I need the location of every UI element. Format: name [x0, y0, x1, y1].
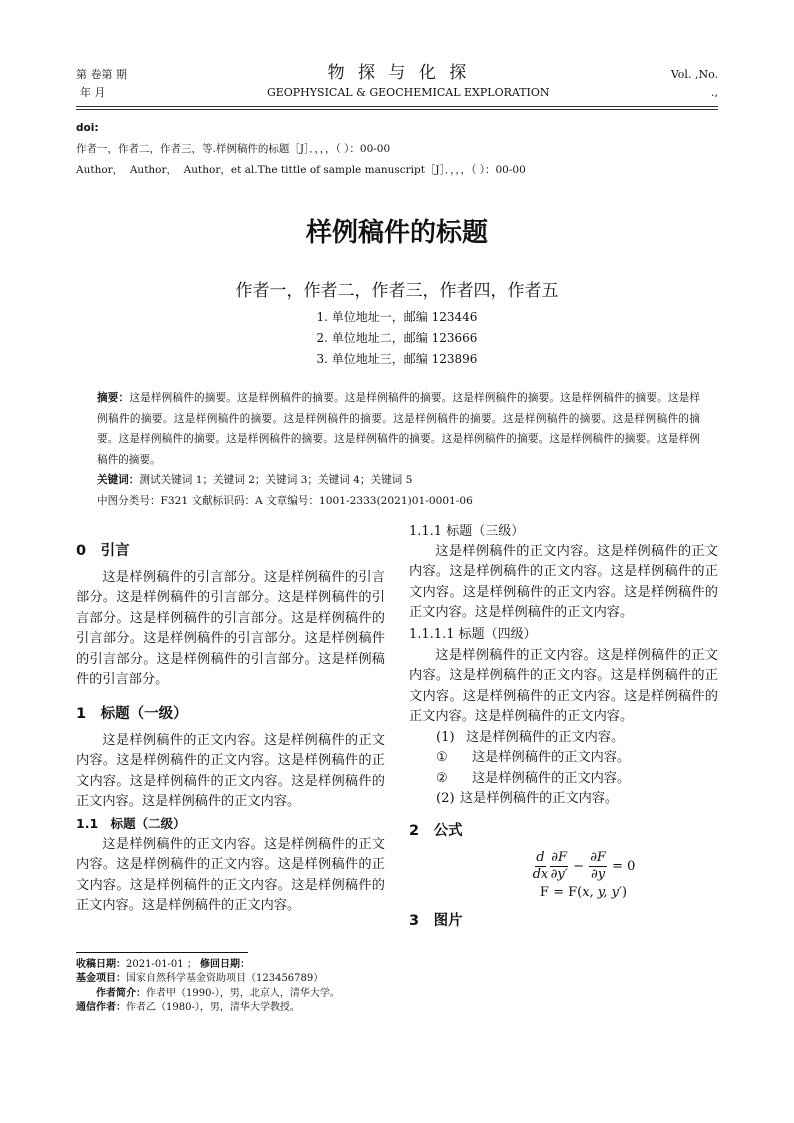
date-info: 年 月: [80, 86, 106, 99]
list-marker: (1): [436, 729, 455, 745]
section-heading: 1 标题（一级）: [76, 705, 188, 722]
left-column: [76, 534, 385, 938]
footnotes: [76, 958, 718, 1016]
footnote-rule: [76, 952, 248, 953]
fund-text: 国家自然科学基金资助项目（123456789）: [126, 973, 324, 985]
corr-text: 作者乙（1980-），男，清华大学教授。: [126, 1002, 300, 1014]
list-marker: (2): [436, 791, 455, 807]
list-item: [436, 748, 718, 769]
level4-heading: 1.1.1.1 标题（四级）: [409, 626, 537, 642]
keywords-text: 测试关键词 1；关键词 2；关键词 3；关键词 4；关键词 5: [139, 474, 413, 487]
header-rule: [76, 106, 718, 107]
running-header-row-1: [76, 62, 718, 84]
equation-functional: F = F(x, y, y′): [539, 884, 628, 900]
subsubsection-heading: 1.1.1 标题（三级）: [409, 523, 525, 539]
received-date: 2021-01-01 ；: [126, 958, 197, 970]
body-paragraph: 这是样例稿件的正文内容。这是样例稿件的正文内容。这是样例稿件的正文内容。这是样例稿件的正文内容。这是样例稿件的正文内容。这是样例稿件的正文内容。这是样例稿件的正文内容。: [409, 647, 718, 725]
citation-cn: 作者一，作者二，作者三，等.样例稿件的标题［J］．，，，（ ）：00-00: [76, 143, 391, 155]
body-paragraph: 这是样例稿件的正文内容。这是样例稿件的正文内容。这是样例稿件的正文内容。这是样例稿件的正文内容。这是样例稿件的正文内容。这是样例稿件的正文内容。这是样例稿件的正文内容。: [409, 543, 718, 621]
classification-info: 中图分类号：F321 文献标识码：A 文章编号：1001-2333(2021)01-0001-06: [97, 494, 473, 507]
header-rule-2: [76, 109, 718, 110]
section-heading: 2 公式: [409, 822, 463, 839]
right-column: [409, 522, 718, 938]
abstract-label: 摘要：: [97, 392, 130, 404]
header-right-2: .,: [711, 86, 718, 99]
received-label: 收稿日期：: [76, 958, 126, 970]
citation-en: Author， Author， Author，et al.The tittle of sample manuscript［J］．，，，（ ）：00-00: [76, 164, 526, 176]
affiliation: 3. 单位地址三，邮编 123896: [316, 352, 478, 366]
equation-euler-lagrange: $\frac{d}{dx}$ $\frac{\partial F}{\partial y'}$ − $\frac{\partial F}{\partial y}$ = 0: [532, 849, 636, 882]
section-heading: 0 引言: [76, 542, 130, 559]
affiliation: 2. 单位地址二，邮编 123666: [316, 331, 478, 345]
author-list: 作者一，作者二，作者三，作者四，作者五: [235, 281, 559, 301]
keywords-label: 关键词：: [97, 474, 140, 487]
body-paragraph: 这是样例稿件的正文内容。这是样例稿件的正文内容。这是样例稿件的正文内容。这是样例稿件的正文内容。这是样例稿件的正文内容。这是样例稿件的正文内容。这是样例稿件的正文内容。: [76, 836, 385, 914]
bio-text: 作者甲（1990-），男，北京人，清华大学。: [146, 987, 340, 999]
numbered-list: [409, 728, 718, 810]
intro-paragraph: 这是样例稿件的引言部分。这是样例稿件的引言部分。这是样例稿件的引言部分。这是样例稿件的引言部分。这是样例稿件的引言部分。这是样例稿件的引言部分。这是样例稿件的引言部分。这是样例稿件的引言部分。这是样例稿件的引言部分。这是样例稿件的引言部分。: [76, 569, 385, 688]
list-item: [436, 728, 718, 749]
doi-label: doi:: [76, 122, 99, 134]
journal-name-en: GEOPHYSICAL & GEOCHEMICAL EXPLORATION: [266, 86, 550, 99]
citation-block: [76, 118, 718, 181]
bio-label: 作者简介：: [96, 987, 146, 999]
section-heading: 3 图片: [409, 912, 463, 929]
issue-info: 第 卷第 期: [76, 68, 127, 81]
volume-info: Vol. ,No.: [670, 68, 718, 81]
list-item: [436, 789, 718, 810]
list-marker: ①: [436, 750, 448, 766]
fund-label: 基金项目：: [76, 973, 126, 985]
journal-name-cn: 物 探 与 化 探: [327, 63, 471, 83]
list-text: 这是样例稿件的正文内容。: [472, 750, 631, 766]
paper-title: 样例稿件的标题: [305, 218, 488, 248]
body-paragraph: 这是样例稿件的正文内容。这是样例稿件的正文内容。这是样例稿件的正文内容。这是样例稿件的正文内容。这是样例稿件的正文内容。这是样例稿件的正文内容。这是样例稿件的正文内容。: [76, 732, 385, 810]
revised-label: 修回日期：: [200, 958, 251, 970]
list-marker: ②: [436, 770, 448, 786]
corr-label: 通信作者：: [76, 1002, 126, 1014]
two-column-body: [76, 523, 718, 938]
list-text: 这是样例稿件的正文内容。: [466, 729, 625, 745]
list-text: 这是样例稿件的正文内容。: [460, 791, 619, 807]
affiliation: 1. 单位地址一，邮编 123446: [316, 310, 478, 324]
list-text: 这是样例稿件的正文内容。: [472, 770, 631, 786]
list-item: [436, 769, 718, 790]
affiliations: [76, 307, 718, 370]
running-header-row-2: [76, 84, 718, 102]
subsection-heading: 1.1 标题（二级）: [76, 815, 186, 831]
abstract-text: 这是样例稿件的摘要。这是样例稿件的摘要。这是样例稿件的摘要。这是样例稿件的摘要。这是样例稿件的摘要。这是样例稿件的摘要。这是样例稿件的摘要。这是样例稿件的摘要。这是样例稿件的摘要。这是样例稿件的摘要。这是样例稿件的摘要。这是样例稿件的摘要。这是样例稿件的摘要。这是样例稿件的摘要。这是样例稿件的摘要。这是样例稿件的摘要。这是样例稿件的摘要。: [97, 392, 701, 466]
abstract: [97, 388, 700, 512]
